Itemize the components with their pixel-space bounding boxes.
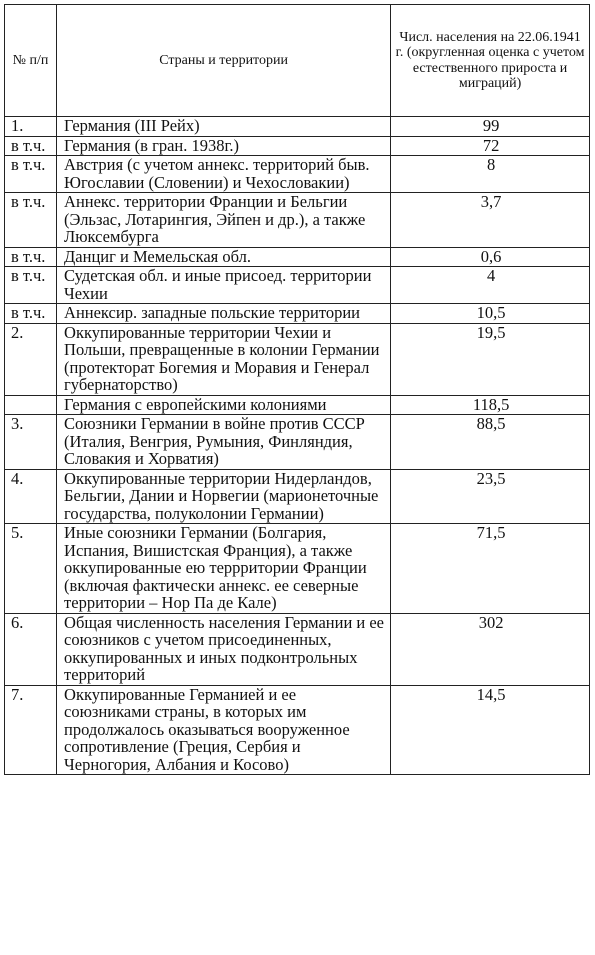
row-value-cell: 10,5 xyxy=(391,304,590,324)
row-name-cell: Аннексир. западные польские территории xyxy=(57,304,391,324)
row-name-cell: Оккупированные территории Чехии и Польши, превращенные в колонии Германии (протекторат Богемия и Моравия и Генерал губернаторство) xyxy=(57,323,391,395)
table-row xyxy=(5,415,590,470)
row-number-cell: в т.ч. xyxy=(5,136,57,156)
row-name-cell: Германия с европейскими колониями xyxy=(57,395,391,415)
row-value-cell: 23,5 xyxy=(391,469,590,524)
row-number-cell: в т.ч. xyxy=(5,156,57,193)
row-value-cell: 99 xyxy=(391,117,590,137)
row-value-cell: 72 xyxy=(391,136,590,156)
row-name-cell: Австрия (с учетом аннекс. территорий быв. Югославии (Словении) и Чехословакии) xyxy=(57,156,391,193)
row-number-cell: 4. xyxy=(5,469,57,524)
row-number-cell: 6. xyxy=(5,613,57,685)
table-body xyxy=(5,117,590,775)
row-value-cell: 302 xyxy=(391,613,590,685)
row-value-cell: 4 xyxy=(391,267,590,304)
row-number-cell: 5. xyxy=(5,524,57,614)
table-row xyxy=(5,613,590,685)
table-row xyxy=(5,247,590,267)
row-number-cell: в т.ч. xyxy=(5,267,57,304)
table-row xyxy=(5,395,590,415)
table-row xyxy=(5,685,590,775)
row-value-cell: 71,5 xyxy=(391,524,590,614)
header-name: Страны и территории xyxy=(57,5,391,117)
table-row xyxy=(5,267,590,304)
row-name-cell: Общая численность населения Германии и ее союзников с учетом присоединенных, оккупированных и иных подконтрольных территорий xyxy=(57,613,391,685)
row-name-cell: Оккупированные Германией и ее союзниками страны, в которых им продолжалось оказываться вооруженное сопротивление (Греция, Сербия и Черногория, Албания и Косово) xyxy=(57,685,391,775)
row-name-cell: Аннекс. территории Франции и Бельгии (Эльзас, Лотарингия, Эйпен и др.), а также Люксембурга xyxy=(57,193,391,248)
row-name-cell: Иные союзники Германии (Болгария, Испания, Вишистская Франция), а также оккупированные ею террритории Франции (включая фактически аннекс. ее северные территории – Нор Па де Кале) xyxy=(57,524,391,614)
header-num: № п/п xyxy=(5,5,57,117)
row-number-cell: 3. xyxy=(5,415,57,470)
table-row xyxy=(5,469,590,524)
row-number-cell xyxy=(5,395,57,415)
table-row xyxy=(5,193,590,248)
row-number-cell: в т.ч. xyxy=(5,304,57,324)
table-row xyxy=(5,117,590,137)
header-value: Числ. населения на 22.06.1941 г. (округленная оценка с учетом естественного прироста и миграций) xyxy=(391,5,590,117)
population-table xyxy=(4,4,590,775)
row-name-cell: Оккупированные территории Нидерландов, Бельгии, Дании и Норвегии (марионеточные государства, полуколонии Германии) xyxy=(57,469,391,524)
row-value-cell: 8 xyxy=(391,156,590,193)
table-row xyxy=(5,524,590,614)
row-value-cell: 118,5 xyxy=(391,395,590,415)
row-name-cell: Данциг и Мемельская обл. xyxy=(57,247,391,267)
row-value-cell: 14,5 xyxy=(391,685,590,775)
row-number-cell: в т.ч. xyxy=(5,247,57,267)
row-name-cell: Германия (в гран. 1938г.) xyxy=(57,136,391,156)
row-name-cell: Германия (III Рейх) xyxy=(57,117,391,137)
row-number-cell: в т.ч. xyxy=(5,193,57,248)
row-name-cell: Судетская обл. и иные присоед. территории Чехии xyxy=(57,267,391,304)
row-value-cell: 88,5 xyxy=(391,415,590,470)
row-number-cell: 7. xyxy=(5,685,57,775)
table-row xyxy=(5,136,590,156)
row-number-cell: 2. xyxy=(5,323,57,395)
row-number-cell: 1. xyxy=(5,117,57,137)
row-value-cell: 19,5 xyxy=(391,323,590,395)
row-name-cell: Союзники Германии в войне против СССР (Италия, Венгрия, Румыния, Финляндия, Словакия и Хорватия) xyxy=(57,415,391,470)
table-row xyxy=(5,156,590,193)
table-row xyxy=(5,323,590,395)
row-value-cell: 3,7 xyxy=(391,193,590,248)
row-value-cell: 0,6 xyxy=(391,247,590,267)
table-header xyxy=(5,5,590,117)
table-row xyxy=(5,304,590,324)
header-row xyxy=(5,5,590,117)
